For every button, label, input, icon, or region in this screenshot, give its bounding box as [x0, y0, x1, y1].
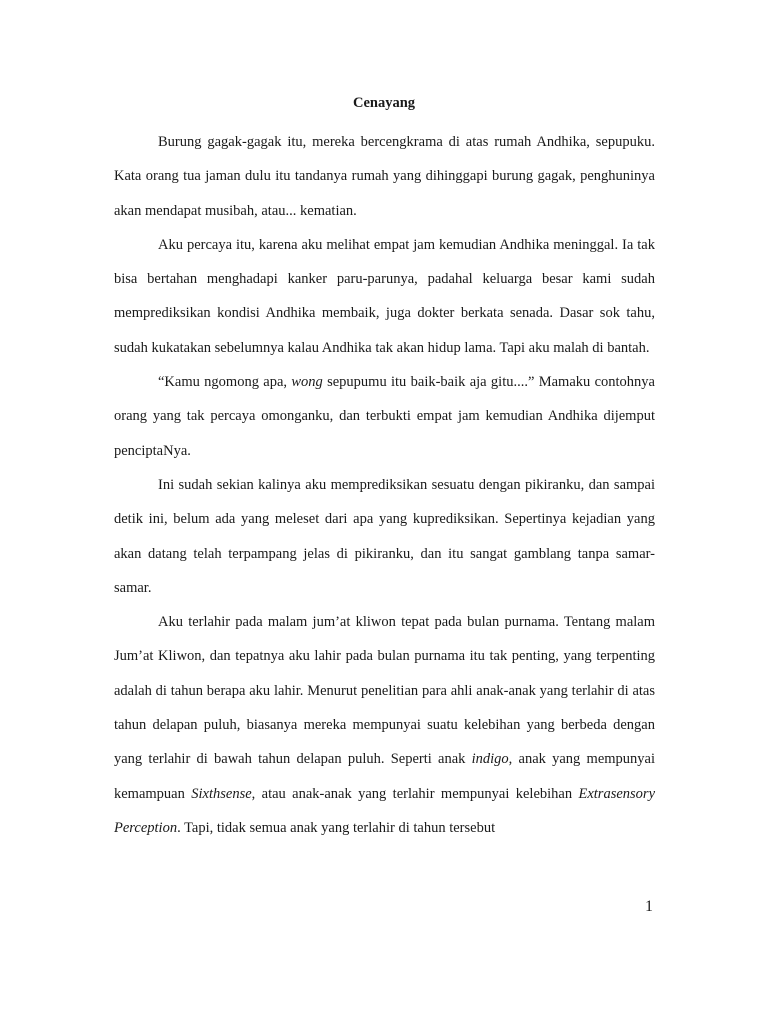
document-body: [114, 125, 655, 845]
paragraph: [114, 228, 655, 365]
paragraph-text: sepupumu itu baik-baik aja gitu....” Mamaku contohnya orang yang tak percaya omonganku, dan terbukti empat jam kemudian Andhika dijemput penciptaNya.: [114, 374, 655, 459]
paragraph-text: “Kamu ngomong apa,: [158, 374, 292, 391]
italic-word: Extrasensory Perception: [114, 785, 655, 836]
paragraph-text: Ini sudah sekian kalinya aku memprediksikan sesuatu dengan pikiranku, dan sampai detik ini, belum ada yang meleset dari apa yang kuprediksikan. Sepertinya kejadian yang akan datang telah terpampang jelas di pikiranku, dan itu sangat gamblang tanpa samar-samar.: [114, 476, 655, 596]
paragraph: [114, 468, 655, 605]
document-title: Cenayang: [352, 95, 416, 111]
italic-word: Sixthsense: [191, 785, 252, 802]
italic-word: wong: [291, 374, 323, 391]
page-number: 1: [645, 898, 653, 915]
paragraph: [114, 125, 655, 228]
paragraph-text: , anak yang mempunyai kemampuan: [114, 751, 655, 802]
paragraph-text: Aku percaya itu, karena aku melihat empat jam kemudian Andhika meninggal. Ia tak bisa bertahan menghadapi kanker paru-parunya, padahal keluarga besar kami sudah memprediksikan kondisi Andhika membaik, juga dokter berkata senada. Dasar sok tahu, sudah kukatakan sebelumnya kalau Andhika tak akan hidup lama. Tapi aku malah di bantah.: [114, 236, 655, 356]
paragraph: [114, 365, 655, 468]
paragraph-text: , atau anak-anak yang terlahir mempunyai kelebihan: [251, 785, 579, 802]
italic-word: indigo: [471, 751, 509, 768]
paragraph-text: Aku terlahir pada malam jum’at kliwon tepat pada bulan purnama. Tentang malam Jum’at Kliwon, dan tepatnya aku lahir pada bulan purnama itu tak penting, yang terpenting adalah di tahun berapa aku lahir. Menurut penelitian para ahli anak-anak yang terlahir di atas tahun delapan puluh, biasanya mereka mempunyai suatu kelebihan yang berbeda dengan yang terlahir di bawah tahun delapan puluh. Seperti anak: [114, 614, 655, 768]
paragraph-text: . Tapi, tidak semua anak yang terlahir di tahun tersebut: [177, 819, 496, 836]
paragraph: [114, 605, 655, 845]
paragraph-text: Burung gagak-gagak itu, mereka bercengkrama di atas rumah Andhika, sepupuku. Kata orang tua jaman dulu itu tandanya rumah yang dihinggapi burung gagak, penghuninya akan mendapat musibah, atau... kematian.: [114, 134, 655, 219]
